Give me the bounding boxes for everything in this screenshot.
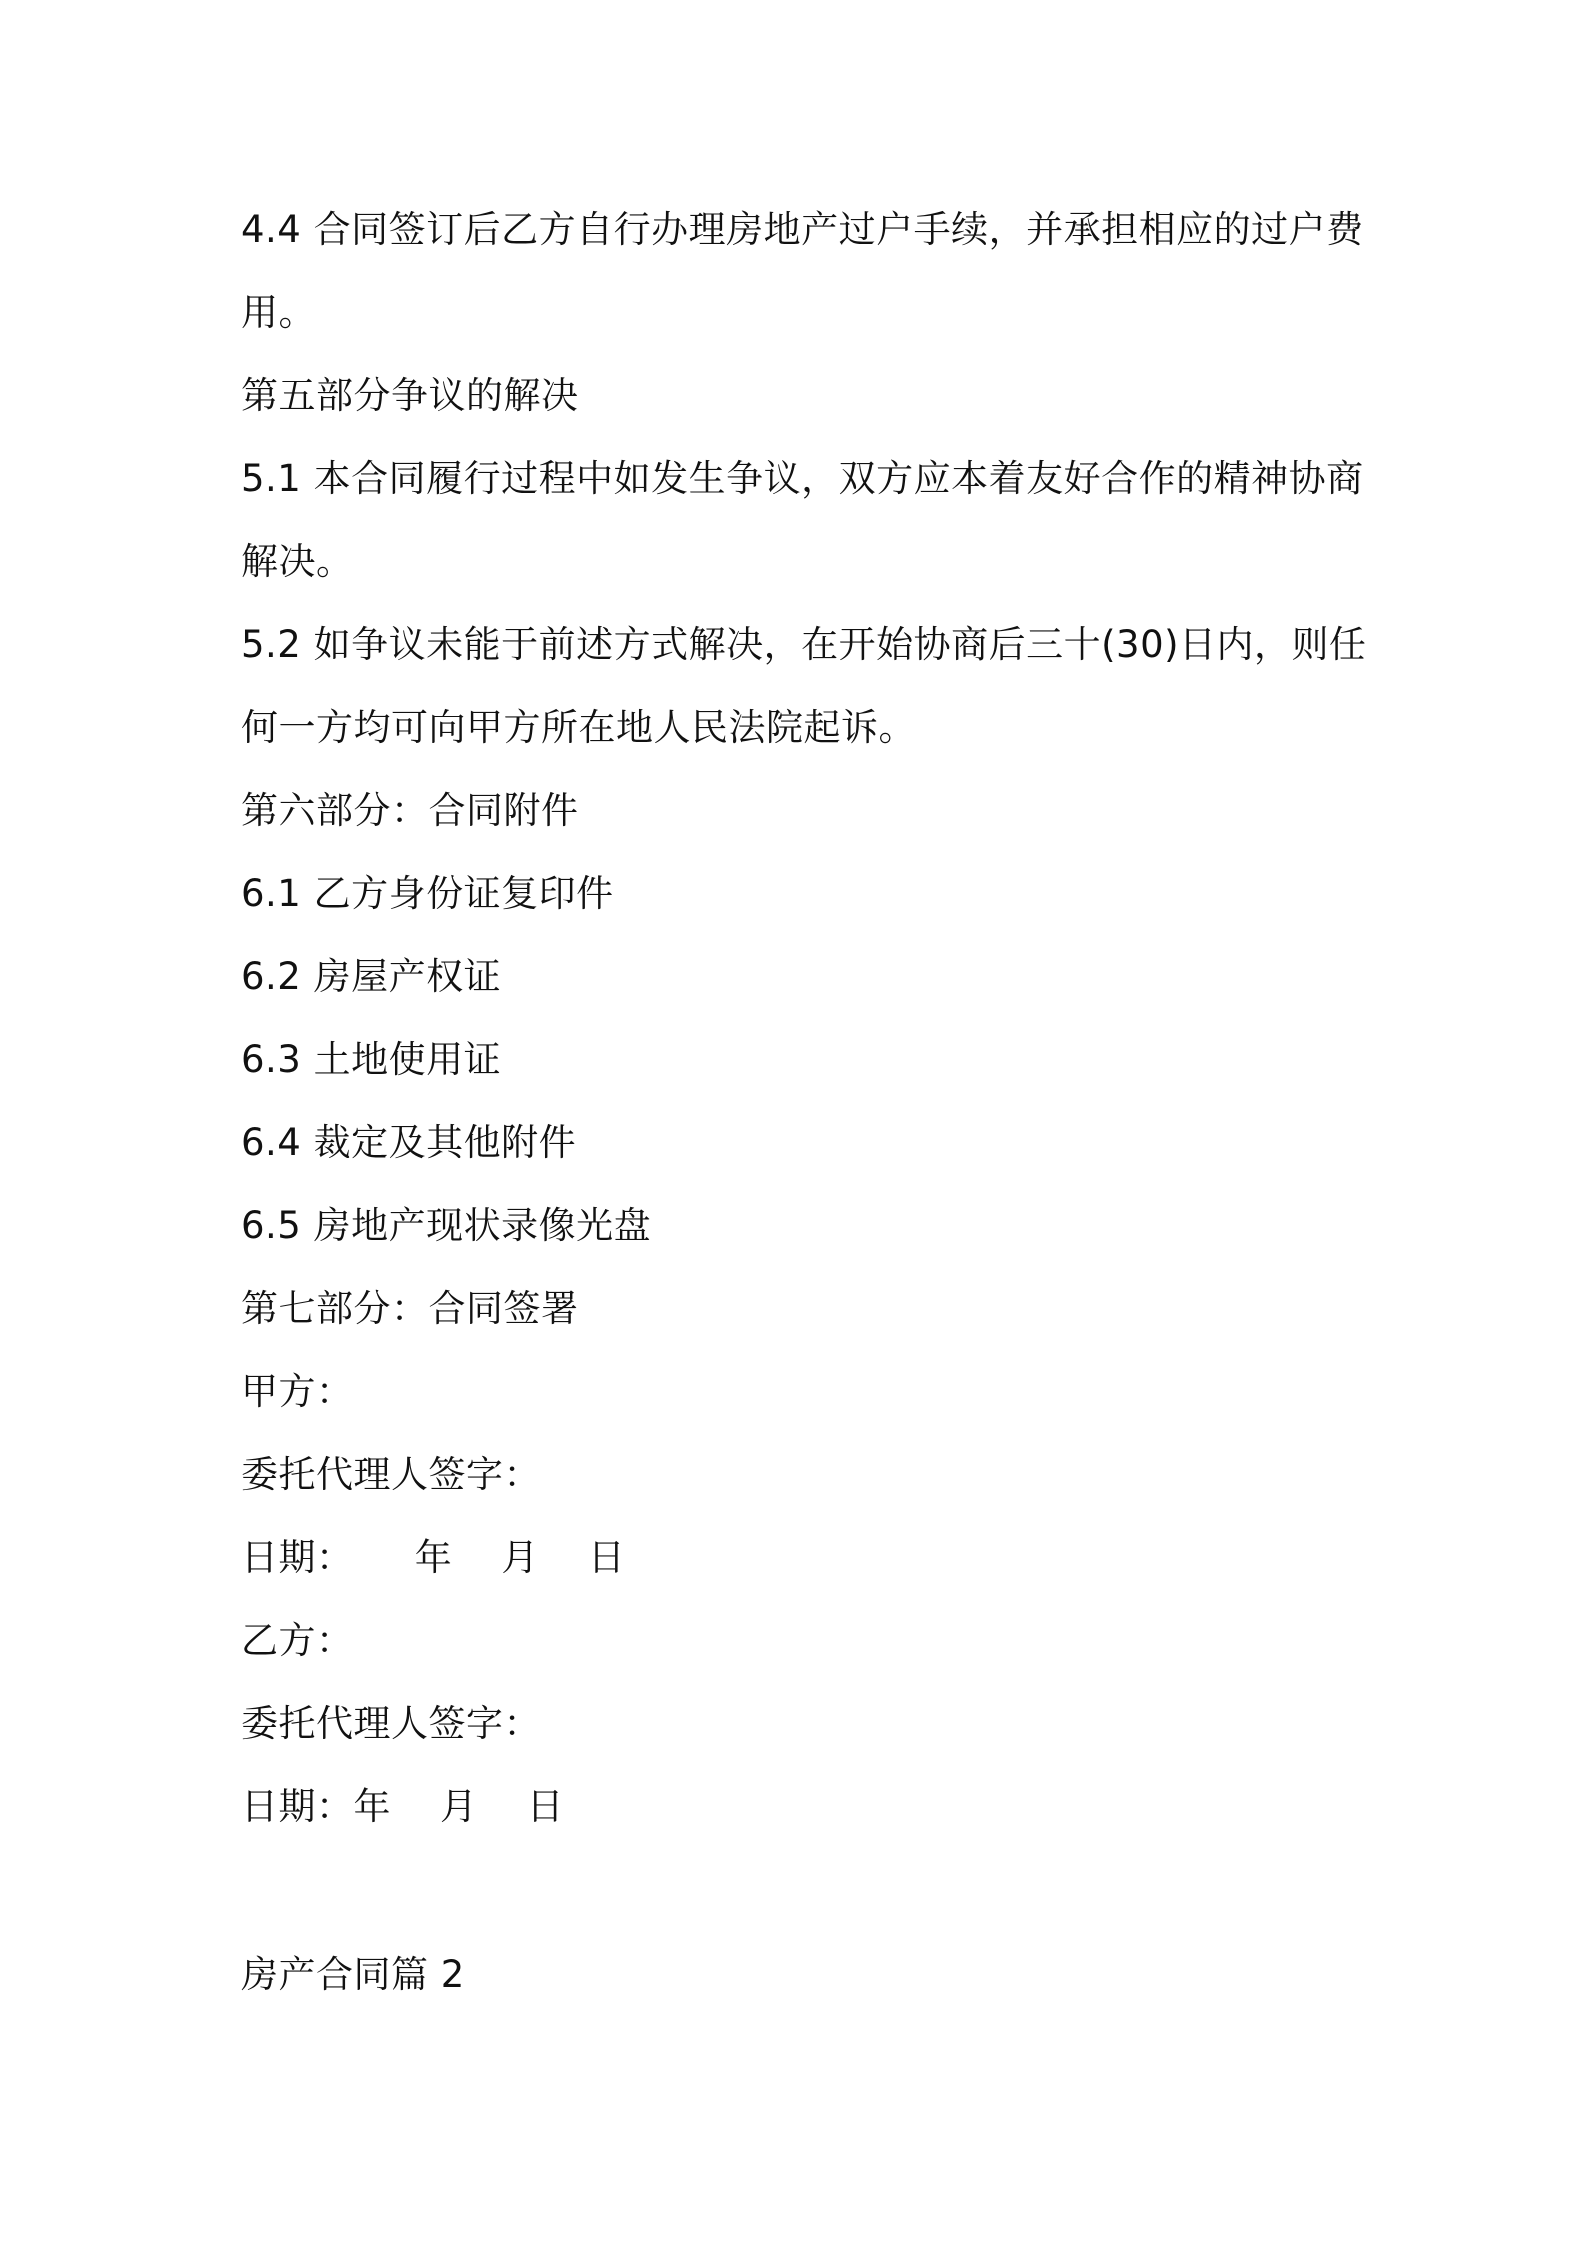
attachment-6-2: 6.2 房屋产权证: [241, 955, 502, 998]
clause-5-1-line-2: 解决。: [241, 540, 354, 583]
clause-5-2-line-1: 5.2 如争议未能于前述方式解决，在开始协商后三十(30)日内，则任: [241, 623, 1367, 666]
attachment-6-1: 6.1 乙方身份证复印件: [241, 872, 614, 915]
clause-5-1-line-1: 5.1 本合同履行过程中如发生争议，双方应本着友好合作的精神协商: [241, 457, 1364, 500]
attachment-6-4: 6.4 裁定及其他附件: [241, 1121, 577, 1164]
party-b-label: 乙方：: [241, 1619, 354, 1662]
party-a-label: 甲方：: [241, 1370, 354, 1413]
clause-4-4-line-1: 4.4 合同签订后乙方自行办理房地产过户手续，并承担相应的过户费: [241, 208, 1364, 251]
clause-5-2-line-2: 何一方均可向甲方所在地人民法院起诉。: [241, 706, 916, 749]
party-b-agent-signature: 委托代理人签字：: [241, 1702, 541, 1745]
party-a-date: 日期： 年 月 日: [241, 1536, 626, 1579]
next-contract-title: 房产合同篇 2: [241, 1953, 465, 1996]
section-7-heading: 第七部分：合同签署: [241, 1287, 579, 1330]
party-a-agent-signature: 委托代理人签字：: [241, 1453, 541, 1496]
clause-4-4-line-2: 用。: [241, 291, 316, 334]
section-5-heading: 第五部分争议的解决: [241, 374, 579, 417]
section-6-heading: 第六部分：合同附件: [241, 789, 579, 832]
party-b-date: 日期：年 月 日: [241, 1785, 565, 1828]
attachment-6-3: 6.3 土地使用证: [241, 1038, 502, 1081]
attachment-6-5: 6.5 房地产现状录像光盘: [241, 1204, 652, 1247]
